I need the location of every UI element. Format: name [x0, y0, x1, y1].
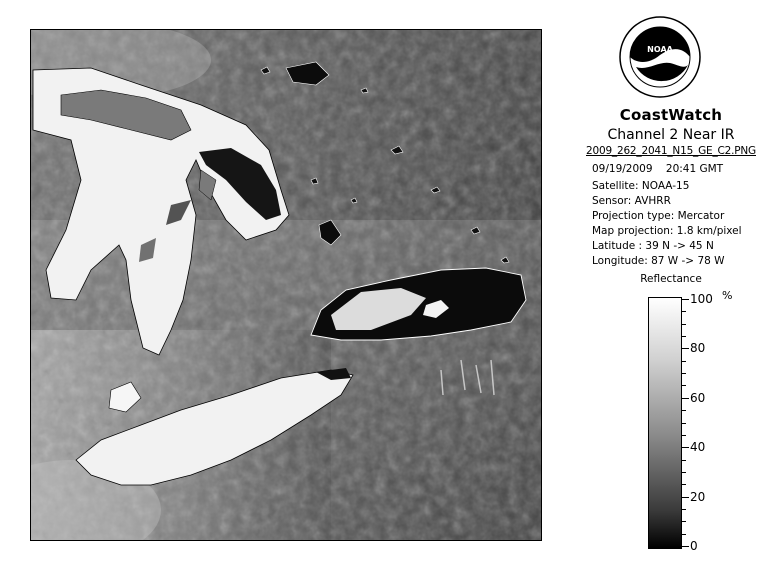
colorbar-tick-label: 60	[690, 391, 706, 405]
colorbar-tick-label: 80	[690, 341, 706, 355]
scale-unit: %	[722, 289, 733, 302]
colorbar-minor-tick	[682, 336, 686, 337]
scale-title: Reflectance	[640, 273, 702, 285]
colorbar-minor-tick	[682, 385, 686, 386]
colorbar-major-tick	[682, 299, 689, 300]
colorbar-minor-tick	[682, 460, 686, 461]
projection-type: Projection type: Mercator	[592, 210, 725, 222]
colorbar-minor-tick	[682, 410, 686, 411]
noaa-logo-text: NOAA	[647, 45, 673, 54]
colorbar-minor-tick	[682, 361, 686, 362]
sensor-info: Sensor: AVHRR	[592, 195, 671, 207]
colorbar-minor-tick	[682, 509, 686, 510]
colorbar-minor-tick	[682, 311, 686, 312]
reflectance-colorbar	[648, 297, 682, 549]
colorbar-minor-tick	[682, 521, 686, 522]
satellite-map	[30, 29, 542, 541]
channel-subtitle: Channel 2 Near IR	[607, 127, 735, 143]
latitude-range: Latitude : 39 N -> 45 N	[592, 240, 714, 252]
colorbar-minor-tick	[682, 324, 686, 325]
acquisition-datetime	[592, 163, 723, 175]
colorbar-tick-label: 40	[690, 440, 706, 454]
product-title: CoastWatch	[619, 106, 723, 124]
colorbar-tick-label: 20	[690, 490, 706, 504]
colorbar-tick-label: 100	[690, 292, 713, 306]
colorbar-minor-tick	[682, 373, 686, 374]
satellite-info: Satellite: NOAA-15	[592, 180, 690, 192]
colorbar-minor-tick	[682, 484, 686, 485]
colorbar-major-tick	[682, 348, 689, 349]
colorbar-major-tick	[682, 447, 689, 448]
colorbar-minor-tick	[682, 423, 686, 424]
colorbar-tick-label: 0	[690, 539, 698, 553]
image-filename: 2009_262_2041_N15_GE_C2.PNG	[586, 145, 756, 157]
map-projection: Map projection: 1.8 km/pixel	[592, 225, 742, 237]
acquisition-time: 20:41 GMT	[665, 163, 724, 175]
colorbar-major-tick	[682, 497, 689, 498]
colorbar-minor-tick	[682, 472, 686, 473]
noaa-logo	[618, 15, 702, 99]
colorbar-major-tick	[682, 398, 689, 399]
acquisition-date: 09/19/2009	[592, 163, 653, 175]
colorbar-minor-tick	[682, 435, 686, 436]
colorbar-minor-tick	[682, 534, 686, 535]
colorbar-major-tick	[682, 546, 689, 547]
longitude-range: Longitude: 87 W -> 78 W	[592, 255, 725, 267]
